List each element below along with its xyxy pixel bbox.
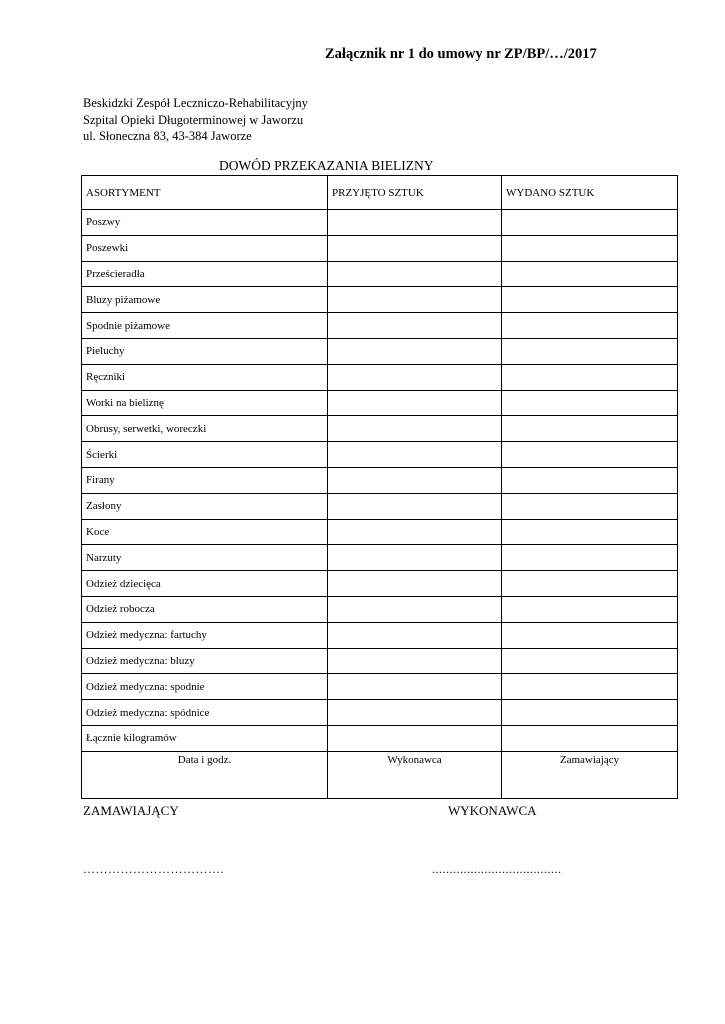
table-row: [82, 313, 678, 339]
received-count-cell[interactable]: [328, 519, 502, 545]
signature-label-contractor: WYKONAWCA: [448, 803, 537, 818]
hospital-name: Szpital Opieki Długoterminowej w Jaworzu: [83, 112, 304, 127]
table-row: [82, 467, 678, 493]
item-name: Łącznie kilogramów: [82, 725, 328, 751]
issued-count-cell[interactable]: [502, 493, 678, 519]
issued-count-cell[interactable]: [502, 596, 678, 622]
issued-count-cell[interactable]: [502, 571, 678, 597]
item-name: Odzież medyczna: fartuchy: [82, 622, 328, 648]
issued-count-cell[interactable]: [502, 313, 678, 339]
item-name: Prześcieradła: [82, 261, 328, 287]
item-name: Obrusy, serwetki, woreczki: [82, 416, 328, 442]
received-count-cell[interactable]: [328, 287, 502, 313]
annex-title: Załącznik nr 1 do umowy nr ZP/BP/…/2017: [325, 46, 597, 62]
table-row: [82, 674, 678, 700]
issued-count-cell[interactable]: [502, 390, 678, 416]
received-count-cell[interactable]: [328, 235, 502, 261]
item-name: Narzuty: [82, 545, 328, 571]
received-count-cell[interactable]: [328, 338, 502, 364]
received-count-cell[interactable]: [328, 622, 502, 648]
item-name: Poszewki: [82, 235, 328, 261]
column-header-received: PRZYJĘTO SZTUK: [328, 176, 502, 210]
footer-orderer[interactable]: Zamawiający: [502, 751, 678, 798]
received-count-cell[interactable]: [328, 571, 502, 597]
item-name: Ręczniki: [82, 364, 328, 390]
table-row: [82, 416, 678, 442]
issued-count-cell[interactable]: [502, 519, 678, 545]
organization-address: [83, 95, 308, 145]
item-name: Odzież dziecięca: [82, 571, 328, 597]
item-name: Odzież medyczna: bluzy: [82, 648, 328, 674]
received-count-cell[interactable]: [328, 674, 502, 700]
issued-count-cell[interactable]: [502, 235, 678, 261]
table-header-row: [82, 176, 678, 210]
footer-date-time[interactable]: Data i godz.: [82, 751, 328, 798]
table-row: [82, 493, 678, 519]
table-row: [82, 235, 678, 261]
received-count-cell[interactable]: [328, 596, 502, 622]
signature-line-contractor: .....................................: [432, 862, 562, 876]
item-name: Koce: [82, 519, 328, 545]
column-header-issued: WYDANO SZTUK: [502, 176, 678, 210]
item-name: Ścierki: [82, 442, 328, 468]
table-row: [82, 287, 678, 313]
signature-label-orderer: ZAMAWIAJĄCY: [83, 803, 179, 818]
received-count-cell[interactable]: [328, 313, 502, 339]
item-name: Odzież medyczna: spodnie: [82, 674, 328, 700]
footer-contractor[interactable]: Wykonawca: [328, 751, 502, 798]
table-row: [82, 261, 678, 287]
item-name: Zasłony: [82, 493, 328, 519]
item-name: Poszwy: [82, 210, 328, 236]
item-name: Worki na bieliznę: [82, 390, 328, 416]
table-row: [82, 545, 678, 571]
received-count-cell[interactable]: [328, 210, 502, 236]
received-count-cell[interactable]: [328, 725, 502, 751]
table-row: [82, 622, 678, 648]
organization-name: Beskidzki Zespół Leczniczo-Rehabilitacyjny: [83, 96, 308, 110]
issued-count-cell[interactable]: [502, 467, 678, 493]
table-row: [82, 390, 678, 416]
table-row: [82, 571, 678, 597]
received-count-cell[interactable]: [328, 467, 502, 493]
issued-count-cell[interactable]: [502, 545, 678, 571]
item-name: Spodnie piżamowe: [82, 313, 328, 339]
table-row: [82, 725, 678, 751]
table-footer-row: [82, 751, 678, 798]
item-name: Bluzy piżamowe: [82, 287, 328, 313]
table-row: [82, 648, 678, 674]
table-row: [82, 519, 678, 545]
table-row: [82, 700, 678, 726]
table-row: [82, 338, 678, 364]
table-row: [82, 210, 678, 236]
table-row: [82, 596, 678, 622]
column-header-assortment: ASORTYMENT: [82, 176, 328, 210]
item-name: Pieluchy: [82, 338, 328, 364]
received-count-cell[interactable]: [328, 261, 502, 287]
received-count-cell[interactable]: [328, 364, 502, 390]
signature-line-orderer: …………………………….: [83, 862, 224, 876]
issued-count-cell[interactable]: [502, 622, 678, 648]
received-count-cell[interactable]: [328, 648, 502, 674]
received-count-cell[interactable]: [328, 416, 502, 442]
issued-count-cell[interactable]: [502, 725, 678, 751]
issued-count-cell[interactable]: [502, 287, 678, 313]
issued-count-cell[interactable]: [502, 674, 678, 700]
street-address: ul. Słoneczna 83, 43-384 Jaworze: [83, 129, 252, 143]
issued-count-cell[interactable]: [502, 338, 678, 364]
item-name: Odzież medyczna: spódnice: [82, 700, 328, 726]
issued-count-cell[interactable]: [502, 261, 678, 287]
table-row: [82, 442, 678, 468]
item-name: Odzież robocza: [82, 596, 328, 622]
received-count-cell[interactable]: [328, 390, 502, 416]
received-count-cell[interactable]: [328, 700, 502, 726]
received-count-cell[interactable]: [328, 493, 502, 519]
issued-count-cell[interactable]: [502, 364, 678, 390]
linen-transfer-table: [81, 175, 678, 799]
issued-count-cell[interactable]: [502, 416, 678, 442]
item-name: Firany: [82, 467, 328, 493]
issued-count-cell[interactable]: [502, 442, 678, 468]
issued-count-cell[interactable]: [502, 210, 678, 236]
received-count-cell[interactable]: [328, 545, 502, 571]
received-count-cell[interactable]: [328, 442, 502, 468]
table-row: [82, 364, 678, 390]
document-title: DOWÓD PRZEKAZANIA BIELIZNY: [219, 158, 434, 173]
issued-count-cell[interactable]: [502, 648, 678, 674]
issued-count-cell[interactable]: [502, 700, 678, 726]
